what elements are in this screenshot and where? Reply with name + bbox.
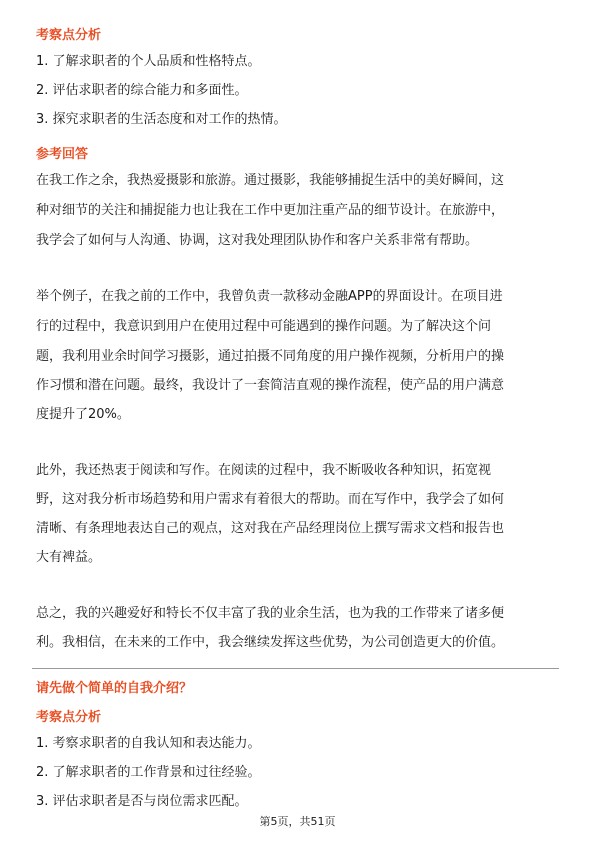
answer-line: 利。我相信，在未来的工作中，我会继续发挥这些优势，为公司创造更大的价值。 bbox=[36, 635, 505, 650]
answer-line: 在我工作之余，我热爱摄影和旅游。通过摄影，我能够捕捉生活中的美好瞬间，这 bbox=[36, 173, 505, 188]
answer-line: 题，我利用业余时间学习摄影，通过拍摄不同角度的用户操作视频，分析用户的操 bbox=[36, 349, 505, 364]
answer-line: 度提升了20%。 bbox=[36, 407, 130, 422]
answer-line: 总之，我的兴趣爱好和特长不仅丰富了我的业余生活，也为我的工作带来了诸多便 bbox=[36, 606, 505, 621]
answer-line: 举个例子，在我之前的工作中，我曾负责一款移动金融APP的界面设计。在项目进 bbox=[36, 289, 503, 304]
answer-line: 野，这对我分析市场趋势和用户需求有着很大的帮助。而在写作中，我学会了如何 bbox=[36, 492, 505, 507]
answer-line: 种对细节的关注和捕捉能力也让我在工作中更加注重产品的细节设计。在旅游中， bbox=[36, 203, 505, 218]
analysis-point: 1. 了解求职者的个人品质和性格特点。 bbox=[36, 54, 261, 69]
answer-heading: 参考回答 bbox=[36, 147, 89, 162]
analysis-heading: 考察点分析 bbox=[36, 710, 102, 725]
answer-line: 作习惯和潜在问题。最终，我设计了一套简洁直观的操作流程，使产品的用户满意 bbox=[36, 378, 505, 393]
answer-line: 此外，我还热衷于阅读和写作。在阅读的过程中，我不断吸收各种知识，拓宽视 bbox=[36, 463, 492, 478]
page-number: 第5页，共51页 bbox=[259, 815, 336, 828]
analysis-point: 2. 评估求职者的综合能力和多面性。 bbox=[36, 83, 248, 98]
analysis-heading: 考察点分析 bbox=[36, 28, 102, 43]
answer-line: 行的过程中，我意识到用户在使用过程中可能遇到的操作问题。为了解决这个问 bbox=[36, 319, 492, 334]
section-divider bbox=[32, 668, 559, 669]
answer-line: 清晰、有条理地表达自己的观点，这对我在产品经理岗位上撰写需求文档和报告也 bbox=[36, 521, 505, 536]
analysis-point: 3. 探究求职者的生活态度和对工作的热情。 bbox=[36, 112, 287, 127]
question-title: 请先做个简单的自我介绍？ bbox=[36, 681, 193, 696]
analysis-point: 1. 考察求职者的自我认知和表达能力。 bbox=[36, 736, 261, 751]
answer-line: 我学会了如何与人沟通、协调，这对我处理团队协作和客户关系非常有帮助。 bbox=[36, 233, 479, 248]
answer-line: 大有裨益。 bbox=[36, 550, 102, 565]
analysis-point: 2. 了解求职者的工作背景和过往经验。 bbox=[36, 765, 261, 780]
analysis-point: 3. 评估求职者是否与岗位需求匹配。 bbox=[36, 794, 248, 809]
